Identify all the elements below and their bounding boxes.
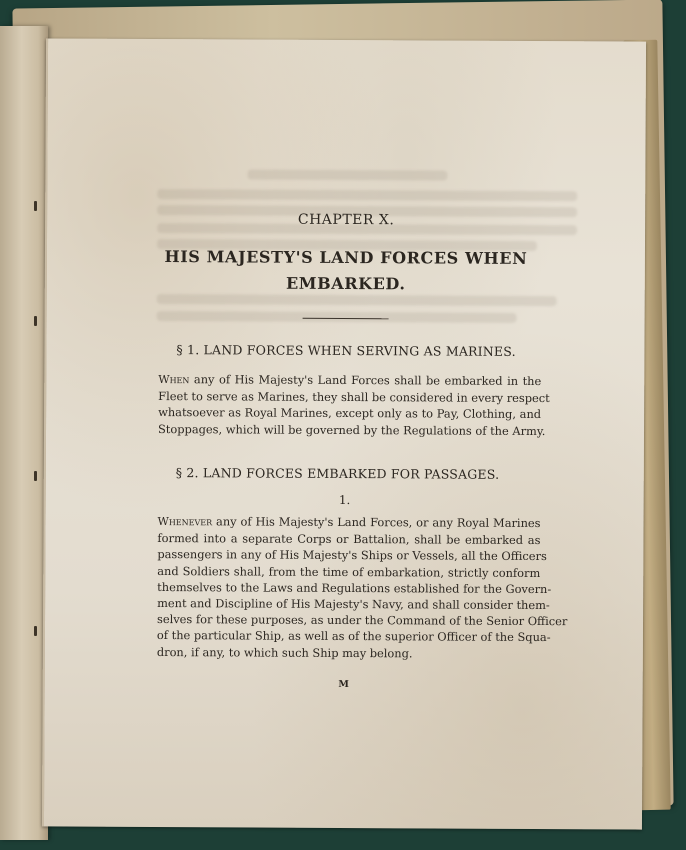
- show-through-text: [157, 294, 557, 306]
- binding-stitch: [34, 316, 37, 326]
- paragraph-line: and Soldiers shall, from the time of embarkation, strictly conform: [157, 563, 541, 580]
- show-through-text: [157, 311, 517, 323]
- show-through-text: [247, 169, 447, 180]
- section-2-heading: § 2. LAND FORCES EMBARKED FOR PASSAGES.: [175, 465, 500, 482]
- paragraph-line: [158, 371, 541, 390]
- paragraph-line: Stoppages, which will be governed by the Regulations of the Army.: [157, 421, 546, 438]
- section-1-paragraph: [157, 371, 550, 439]
- chapter-number: CHAPTER X.: [297, 211, 395, 229]
- section-1-heading: § 1. LAND FORCES WHEN SERVING AS MARINES.: [176, 342, 516, 359]
- paragraph-line: [157, 513, 540, 532]
- paragraph-line: ment and Discipline of His Majesty's Navy, and shall consider them-: [157, 596, 550, 613]
- line-text: any of His Majesty's Land Forces shall be embarked in the: [189, 372, 542, 389]
- paragraph-line: passengers in any of His Majesty's Ships or Vessels, all the Officers: [157, 547, 547, 564]
- paragraph-line: themselves to the Laws and Regulations established for the Govern-: [157, 579, 552, 596]
- left-page-edge: [0, 26, 48, 840]
- book-page: [42, 38, 646, 829]
- paragraph-line: formed into a separate Corps or Battalion, shall be embarked as: [157, 531, 541, 548]
- paragraph-line: Fleet to serve as Marines, they shall be considered in every respect: [158, 389, 550, 406]
- subsection-number: 1.: [338, 492, 351, 508]
- show-through-text: [157, 189, 577, 201]
- binding-stitch: [34, 201, 37, 211]
- lead-word: When: [158, 373, 190, 387]
- binding-stitch: [34, 626, 37, 636]
- section-2-paragraph: [156, 513, 568, 662]
- chapter-title-line-1: HIS MAJESTY'S LAND FORCES WHEN: [164, 247, 528, 268]
- signature-mark: M: [338, 678, 349, 691]
- paragraph-line: of the particular Ship, as well as of the superior Officer of the Squa-: [156, 628, 551, 645]
- binding-stitch: [34, 471, 37, 481]
- lead-word: Whenever: [157, 515, 213, 529]
- chapter-title-line-2: EMBARKED.: [285, 273, 406, 294]
- paragraph-line: whatsoever as Royal Marines, except only as to Pay, Clothing, and: [158, 405, 542, 422]
- paragraph-line: dron, if any, to which such Ship may belong.: [156, 644, 413, 660]
- paragraph-line: selves for these purposes, as under the Command of the Senior Officer: [156, 612, 568, 629]
- line-text: any of His Majesty's Land Forces, or any Royal Marines: [212, 514, 541, 531]
